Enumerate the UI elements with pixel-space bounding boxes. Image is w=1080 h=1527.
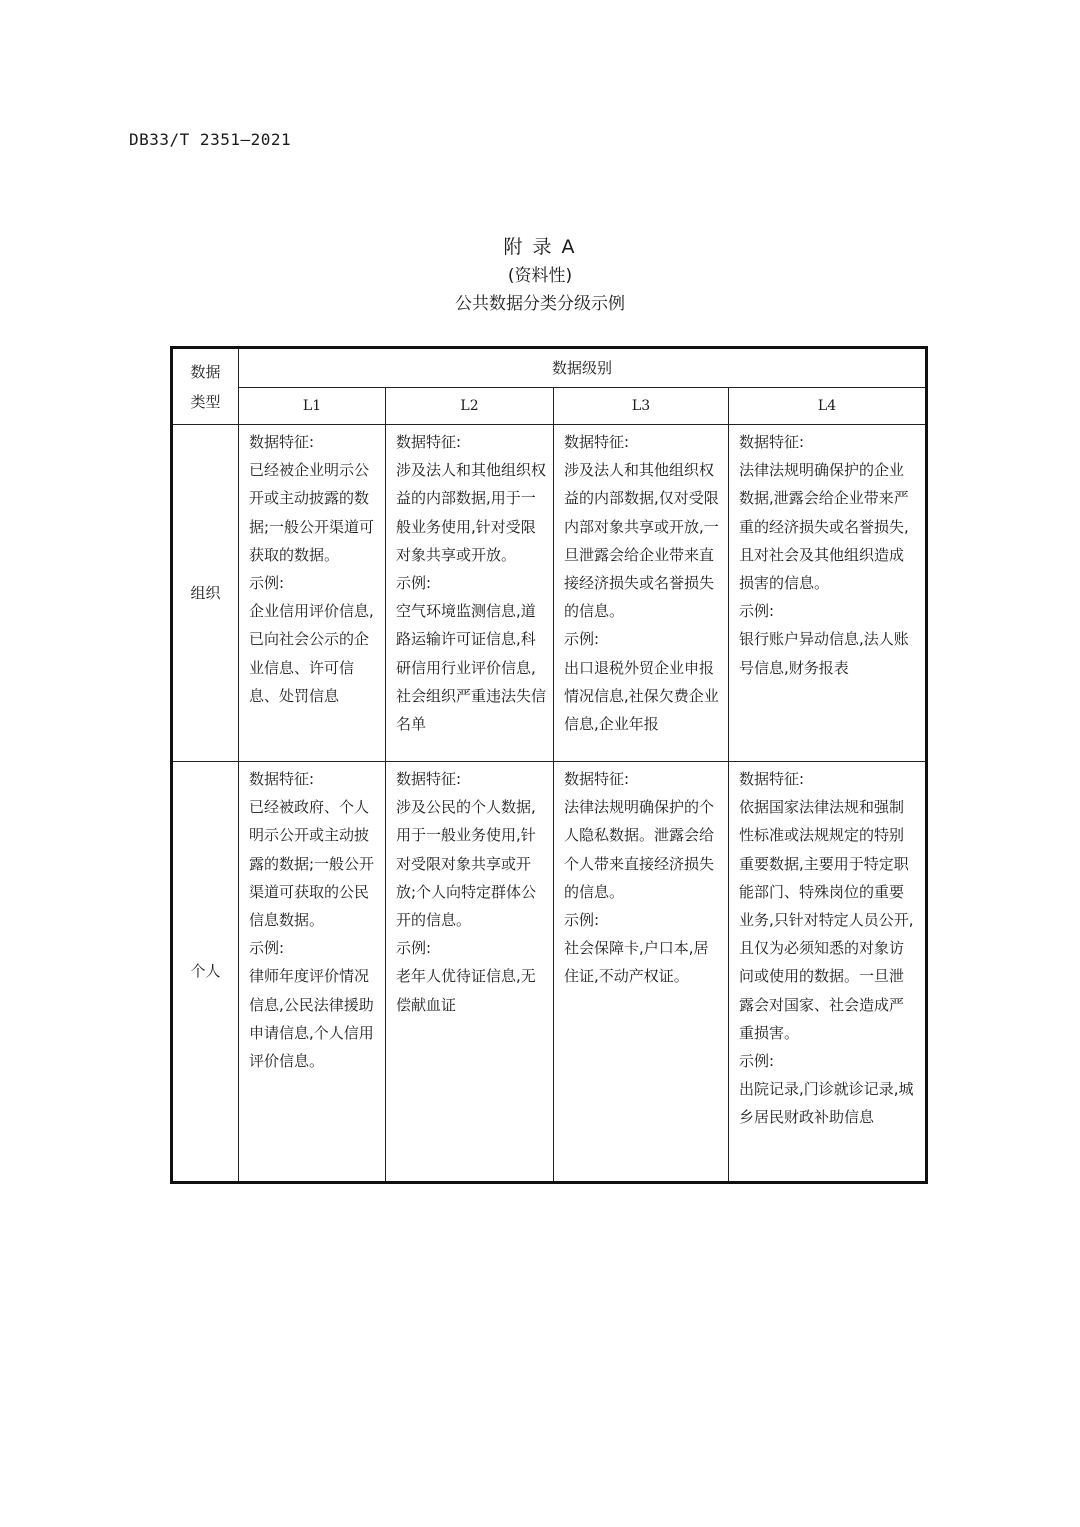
example-text: 银行账户异动信息,法人账号信息,财务报表 — [739, 630, 909, 677]
level-l3-header: L3 — [554, 388, 729, 425]
appendix-nature: (资料性) — [507, 266, 573, 286]
appendix-title: 附 录 A — [503, 236, 577, 258]
row-label-individual: 个人 — [172, 762, 239, 1183]
example-label: 示例: — [249, 574, 285, 593]
feature-label: 数据特征: — [396, 433, 462, 451]
table-header-row — [172, 348, 927, 388]
data-type-header — [172, 348, 239, 425]
classification-table — [170, 346, 928, 1184]
row-label-organization: 组织 — [172, 425, 239, 762]
feature-label: 数据特征: — [396, 770, 462, 788]
example-label: 示例: — [396, 574, 432, 593]
appendix-heading: 公共数据分类分级示例 — [455, 294, 625, 314]
data-type-header-line: 类型 — [190, 392, 221, 411]
feature-label: 数据特征: — [739, 433, 805, 451]
feature-text: 涉及法人和其他组织权益的内部数据,仅对受限内部对象共享或开放,一旦泄露会给企业带来直接经济损失或名誉损失的信息。 — [564, 461, 719, 621]
table-cell — [729, 425, 927, 762]
example-label: 示例: — [564, 630, 600, 649]
feature-text: 已经被企业明示公开或主动披露的数据;一般公开渠道可获取的数据。 — [249, 461, 375, 564]
table-cell — [554, 425, 729, 762]
table-cell — [239, 762, 386, 1183]
level-l1-header: L1 — [239, 388, 386, 425]
table-cell — [386, 762, 554, 1183]
feature-text: 已经被政府、个人明示公开或主动披露的数据;一般公开渠道可获取的公民信息数据。 — [249, 798, 375, 930]
feature-label: 数据特征: — [739, 770, 805, 788]
table-cell — [386, 425, 554, 762]
example-text: 空气环境监测信息,道路运输许可证信息,科研信用行业评价信息,社会组织严重违法失信名单 — [396, 602, 547, 734]
example-text: 社会保障卡,户口本,居住证,不动产权证。 — [564, 939, 709, 986]
example-text: 企业信用评价信息,已向社会公示的企业信息、许可信息、处罚信息 — [249, 602, 374, 705]
feature-text: 涉及公民的个人数据,用于一般业务使用,针对受限对象共享或开放;个人向特定群体公开的信息。 — [396, 798, 537, 930]
level-l2-header: L2 — [386, 388, 554, 425]
example-text: 出口退税外贸企业申报情况信息,社保欠费企业信息,企业年报 — [564, 658, 719, 734]
example-label: 示例: — [739, 1052, 775, 1071]
example-text: 出院记录,门诊就诊记录,城乡居民财政补助信息 — [739, 1080, 914, 1127]
document-code: DB33/T 2351—2021 — [129, 130, 292, 149]
example-label: 示例: — [564, 911, 600, 930]
feature-text: 依据国家法律法规和强制性标准或法规规定的特别重要数据,主要用于特定职能部门、特殊岗位的重要业务,只针对特定人员公开,且仅为必须知悉的对象访问或使用的数据。一旦泄露会对国家、社会造成严重损害。 — [739, 798, 914, 1042]
table-cell — [239, 425, 386, 762]
table-row-individual — [172, 762, 927, 1183]
example-text: 老年人优待证信息,无偿献血证 — [396, 967, 536, 1014]
example-label: 示例: — [739, 602, 775, 621]
feature-label: 数据特征: — [564, 433, 630, 451]
table-cell — [554, 762, 729, 1183]
feature-label: 数据特征: — [249, 770, 315, 788]
table-row-organization — [172, 425, 927, 762]
feature-label: 数据特征: — [249, 433, 315, 451]
feature-text: 涉及法人和其他组织权益的内部数据,用于一般业务使用,针对受限对象共享或开放。 — [396, 461, 547, 564]
example-label: 示例: — [396, 939, 432, 958]
table-cell — [729, 762, 927, 1183]
level-header-row — [172, 388, 927, 425]
feature-label: 数据特征: — [564, 770, 630, 788]
data-type-header-line: 数据 — [190, 362, 221, 381]
example-label: 示例: — [249, 939, 285, 958]
level-l4-header: L4 — [729, 388, 927, 425]
feature-text: 法律法规明确保护的个人隐私数据。泄露会给个人带来直接经济损失的信息。 — [564, 798, 715, 901]
data-level-header: 数据级别 — [239, 348, 927, 388]
example-text: 律师年度评价情况信息,公民法律援助申请信息,个人信用评价信息。 — [249, 967, 374, 1071]
feature-text: 法律法规明确保护的企业数据,泄露会给企业带来严重的经济损失或名誉损失,且对社会及其他组织造成损害的信息。 — [739, 461, 909, 593]
